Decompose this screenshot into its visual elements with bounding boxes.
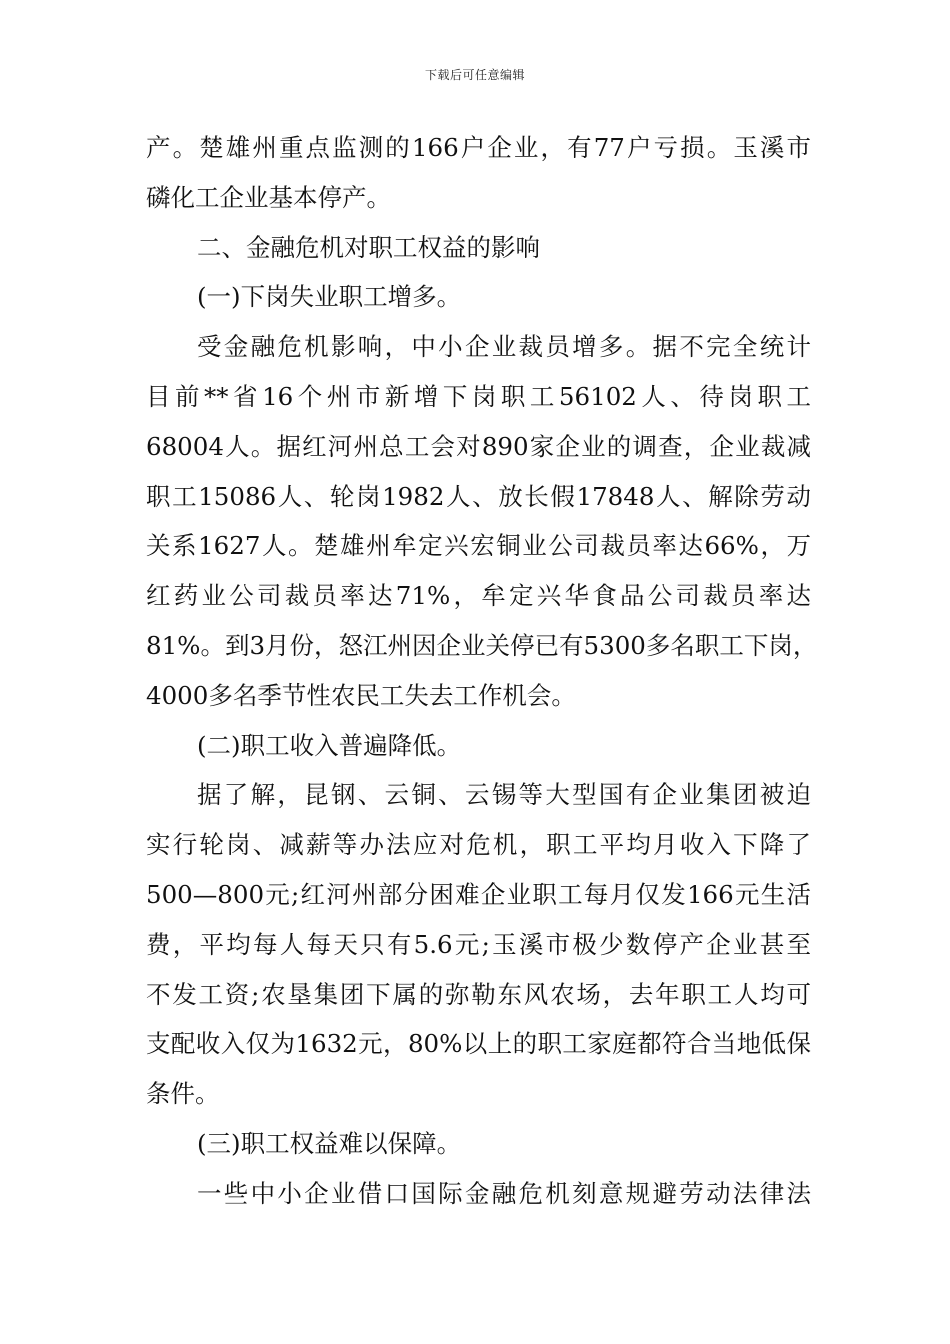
text-line: 目前**省16个州市新增下岗职工56102人、待岗职工 [146, 382, 811, 411]
text-line: 4000多名季节性农民工失去工作机会。 [146, 680, 576, 710]
text-line: 费，平均每人每天只有5.6元;玉溪市极少数停产企业甚至 [146, 929, 811, 959]
text-line: 职工15086人、轮岗1982人、放长假17848人、解除劳动 [146, 481, 811, 511]
page-header: 下载后可任意编辑 [424, 68, 525, 82]
text-line: 81%。到3月份，怒江州因企业关停已有5300多名职工下岗， [146, 631, 818, 660]
text-line: (二)职工收入普遍降低。 [197, 730, 462, 760]
text-line: 二、金融危机对职工权益的影响 [197, 232, 540, 262]
text-line: (三)职工权益难以保障。 [197, 1129, 462, 1158]
text-line: (一)下岗失业职工增多。 [197, 282, 462, 312]
text-line: 500—800元;红河州部分困难企业职工每月仅发166元生活 [146, 880, 811, 909]
text-line: 68004人。据红河州总工会对890家企业的调查，企业裁减 [146, 431, 811, 461]
text-line: 受金融危机影响，中小企业裁员增多。据不完全统计 [197, 332, 811, 362]
text-line: 条件。 [146, 1079, 220, 1109]
text-line: 关系1627人。楚雄州牟定兴宏铜业公司裁员率达66%，万 [146, 531, 811, 561]
text-line: 产。楚雄州重点监测的166户企业，有77户亏损。玉溪市 [146, 133, 811, 162]
text-line: 实行轮岗、减薪等办法应对危机，职工平均月收入下降了 [146, 830, 811, 860]
text-line: 不发工资;农垦集团下属的弥勒东风农场，去年职工人均可 [146, 979, 811, 1009]
text-line: 一些中小企业借口国际金融危机刻意规避劳动法律法 [197, 1178, 811, 1208]
text-line: 支配收入仅为1632元，80%以上的职工家庭都符合当地低保 [146, 1029, 811, 1059]
text-line: 磷化工企业基本停产。 [146, 182, 391, 212]
text-line: 据了解，昆钢、云铜、云锡等大型国有企业集团被迫 [197, 780, 811, 810]
text-line: 红药业公司裁员率达71%，牟定兴华食品公司裁员率达 [146, 581, 811, 611]
